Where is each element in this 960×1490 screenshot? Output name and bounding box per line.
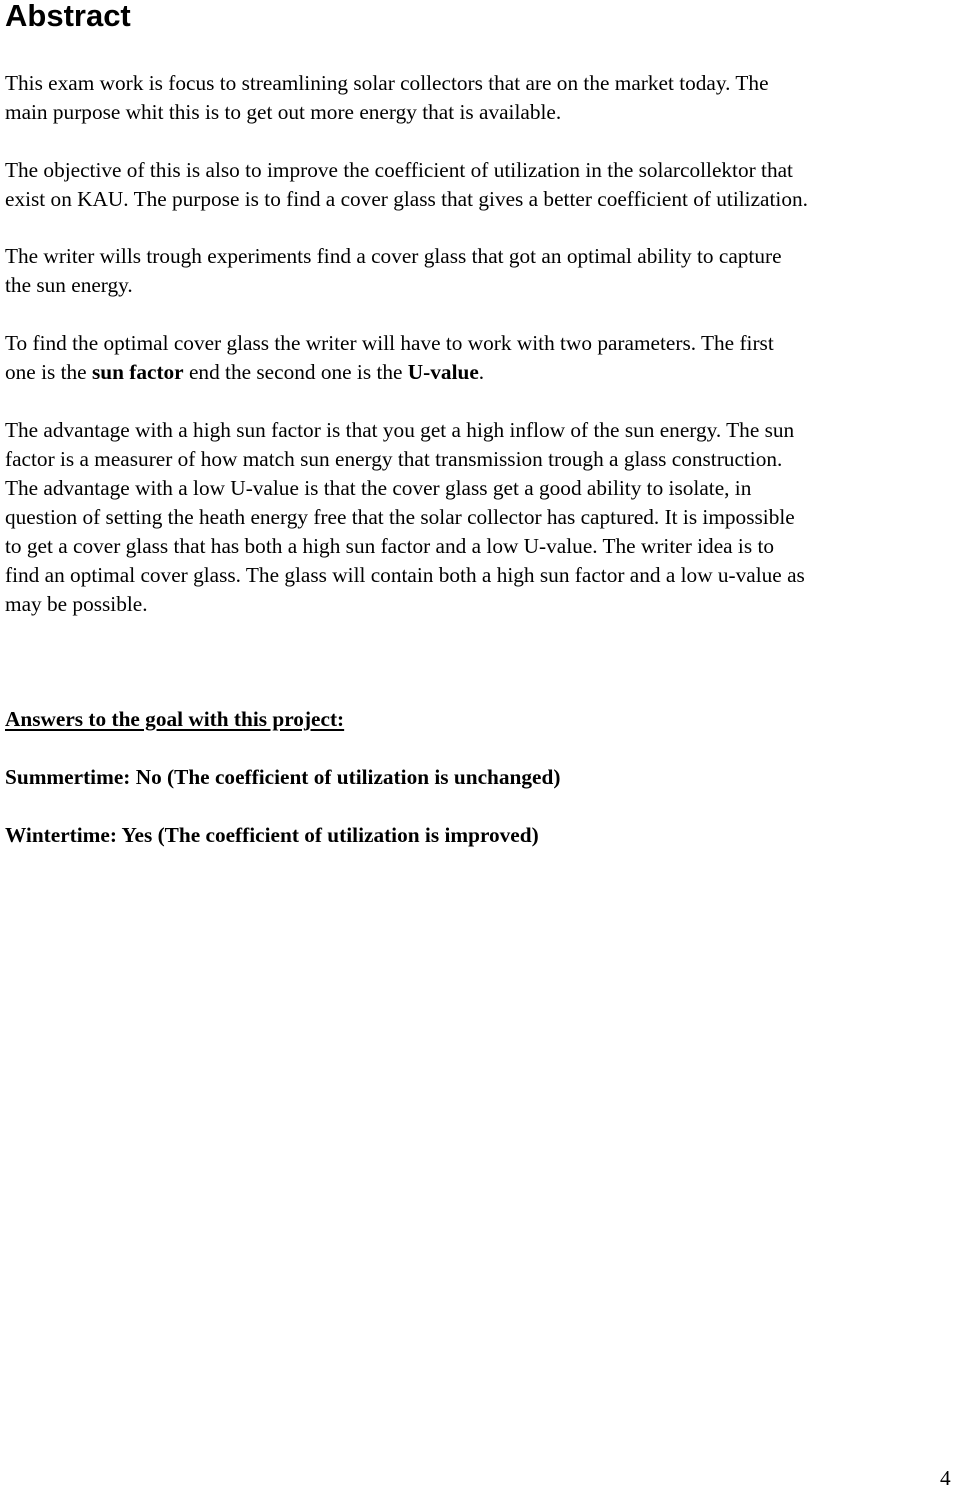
u-value-term: U-value <box>407 360 479 384</box>
summertime-answer: Summertime: No (The coefficient of utilization is unchanged) <box>5 765 561 789</box>
paragraph-advantages <box>5 416 950 619</box>
paragraph-experiments <box>5 242 950 300</box>
text-line: question of setting the heath energy free that the solar collector has captured. It is impossible <box>5 505 795 529</box>
text-line: The advantage with a high sun factor is that you get a high inflow of the sun energy. The sun <box>5 418 795 442</box>
text-line: may be possible. <box>5 592 148 616</box>
text-line: To find the optimal cover glass the writer will have to work with two parameters. The first <box>5 331 774 355</box>
page-number: 4 <box>940 1466 951 1490</box>
abstract-heading: Abstract <box>5 0 131 33</box>
text-line: find an optimal cover glass. The glass will contain both a high sun factor and a low u-value as <box>5 563 805 587</box>
answers-title: Answers to the goal with this project: <box>5 707 345 731</box>
text-segment: end the second one is the <box>183 360 408 384</box>
text-line: The writer wills trough experiments find a cover glass that got an optimal ability to capture <box>5 244 782 268</box>
text-line: factor is a measurer of how match sun energy that transmission trough a glass construction. <box>5 447 783 471</box>
text-line: to get a cover glass that has both a high sun factor and a low U-value. The writer idea is to <box>5 534 775 558</box>
text-line: exist on KAU. The purpose is to find a cover glass that gives a better coefficient of utilization. <box>5 187 808 211</box>
text-line: main purpose whit this is to get out more energy that is available. <box>5 100 562 124</box>
sun-factor-term: sun factor <box>91 360 184 384</box>
text-segment: . <box>478 360 485 384</box>
text-line: The advantage with a low U-value is that the cover glass get a good ability to isolate, in <box>5 476 752 500</box>
text-segment: one is the <box>5 360 92 384</box>
text-line: the sun energy. <box>5 273 133 297</box>
wintertime-answer: Wintertime: Yes (The coefficient of utilization is improved) <box>5 823 539 847</box>
paragraph-objective <box>5 156 950 214</box>
text-line: This exam work is focus to streamlining solar collectors that are on the market today. The <box>5 71 769 95</box>
text-line: The objective of this is also to improve the coefficient of utilization in the solarcollektor that <box>5 158 793 182</box>
paragraph-purpose <box>5 69 950 127</box>
paragraph-parameters <box>5 329 950 387</box>
text-line <box>5 358 950 387</box>
document-page <box>5 0 953 1490</box>
